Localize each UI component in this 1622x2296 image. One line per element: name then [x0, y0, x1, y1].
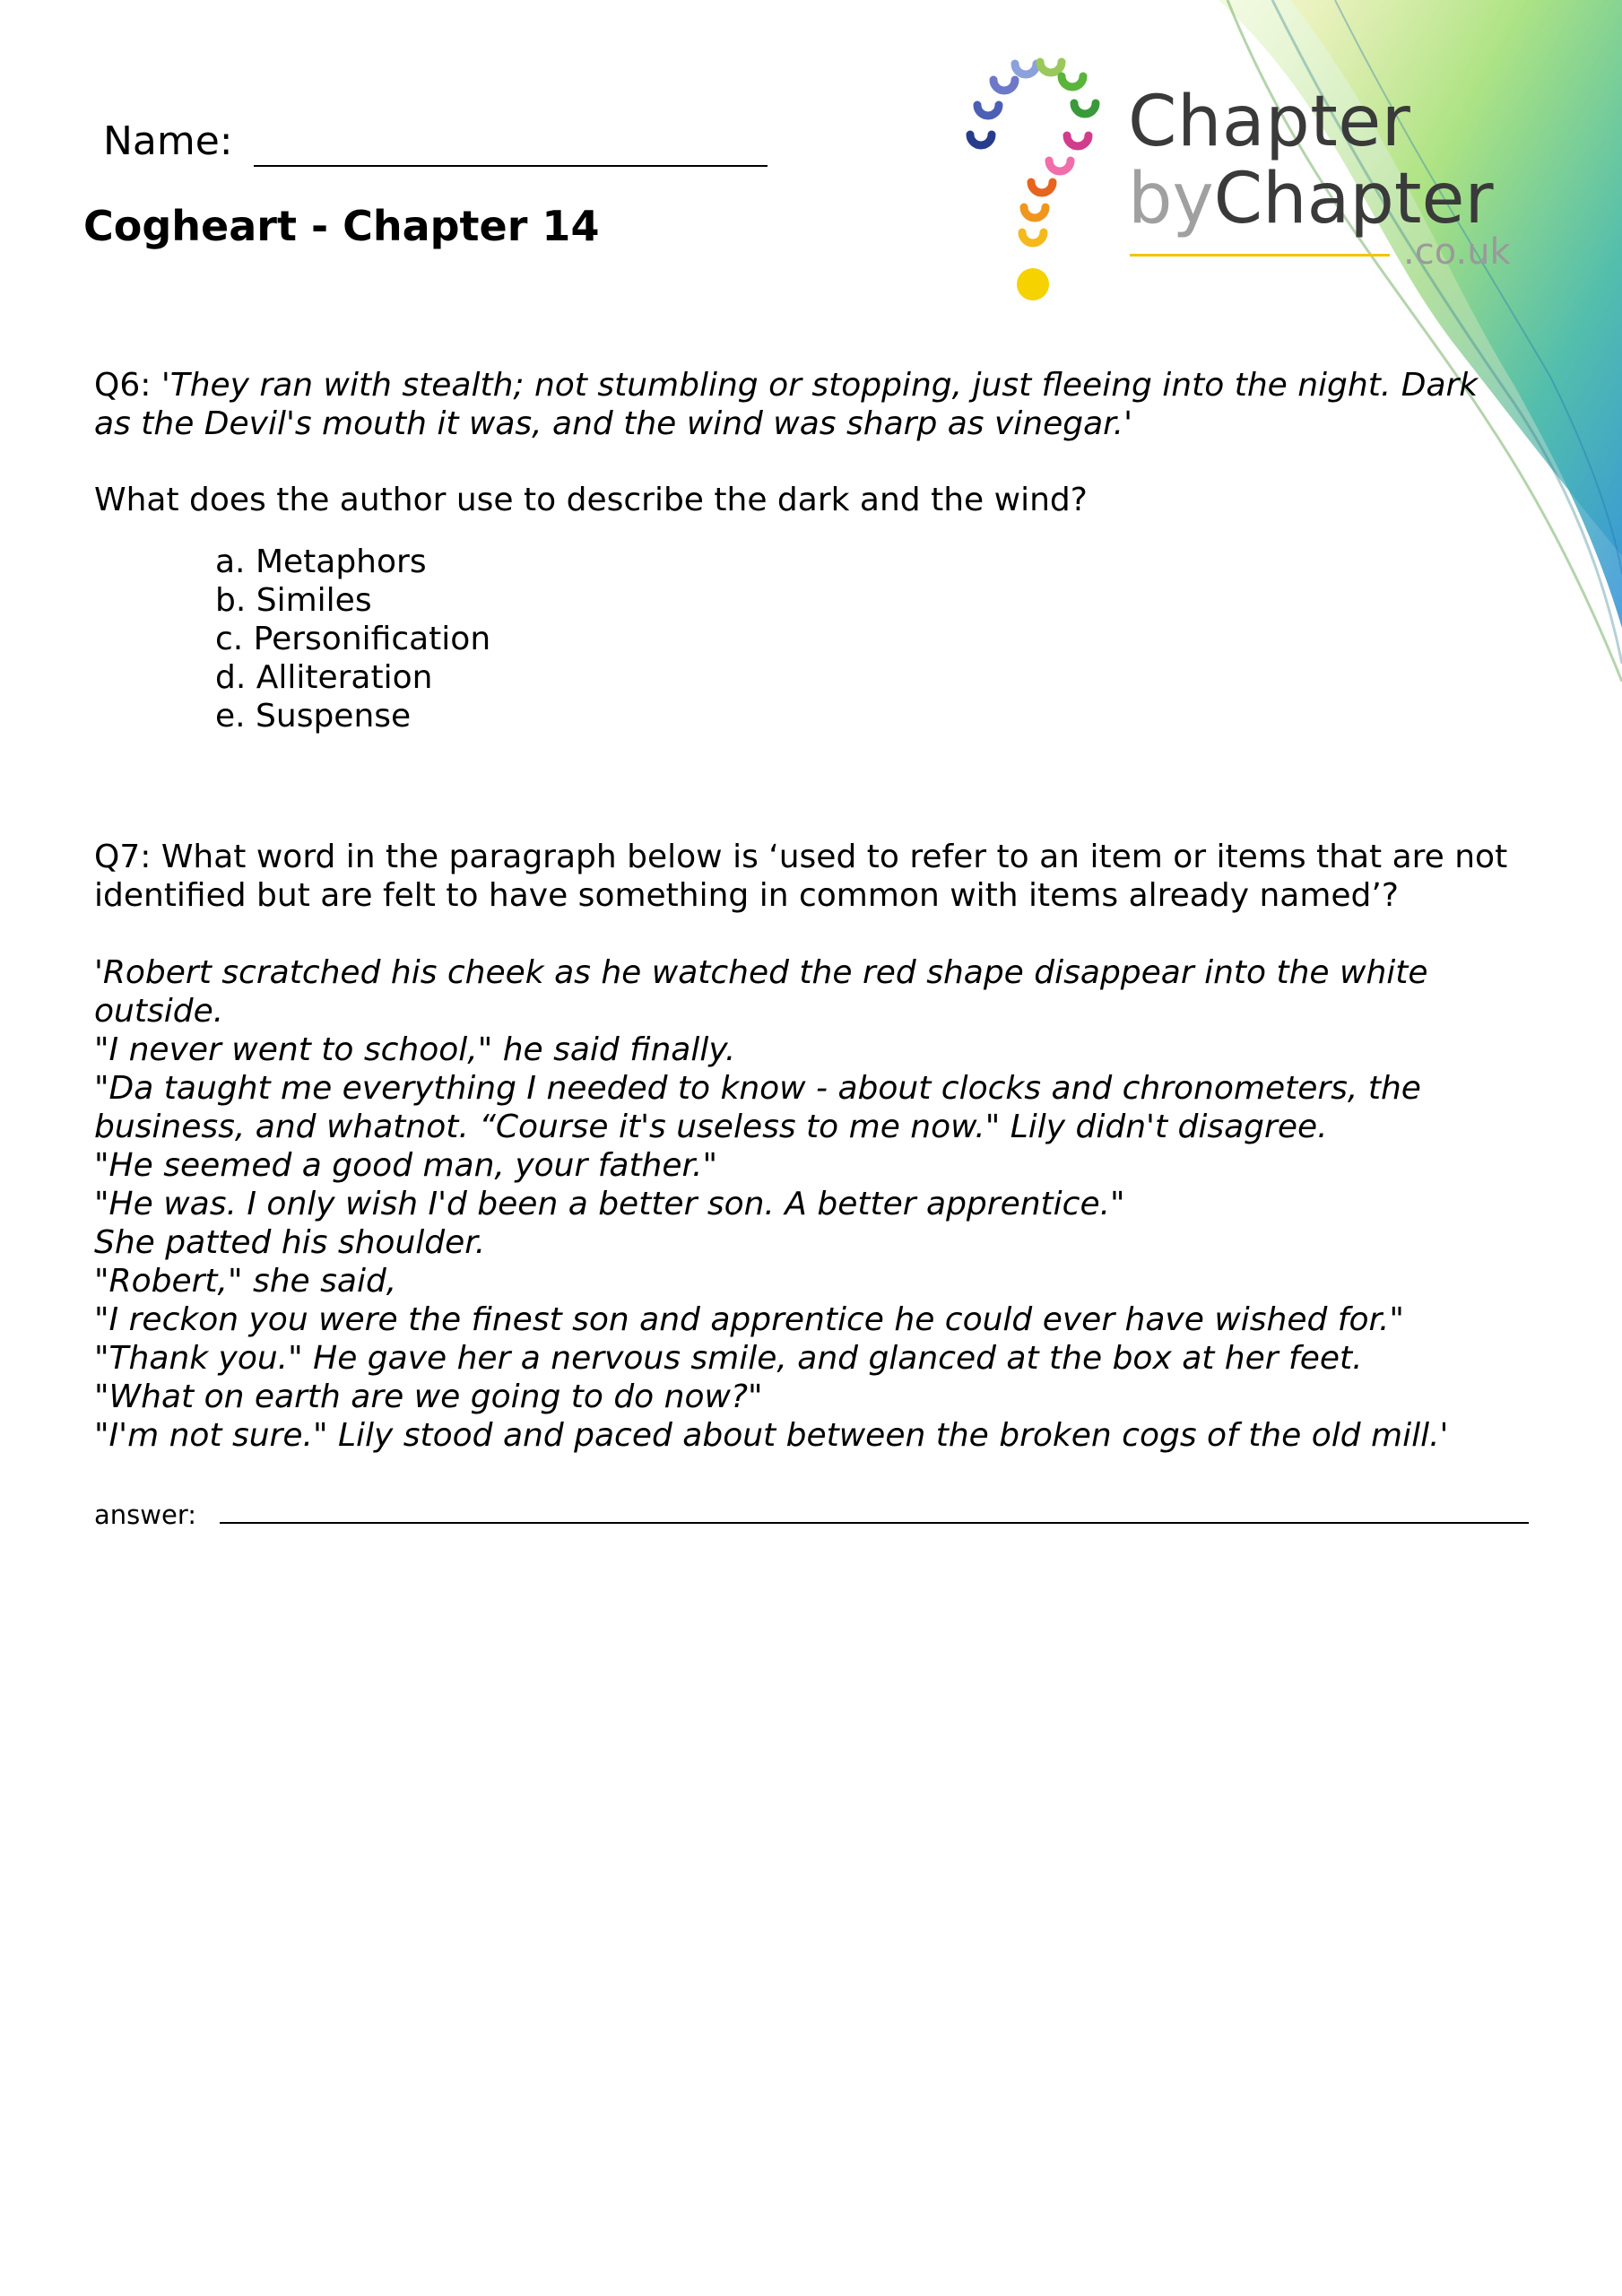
logo-wordmark-line1: Chapter: [1128, 82, 1411, 162]
answer-field-line[interactable]: [220, 1522, 1529, 1524]
chapter-by-chapter-logo: [959, 49, 1542, 318]
q6-option-d[interactable]: d. Alliteration: [215, 659, 433, 696]
q6-option-c[interactable]: c. Personification: [215, 621, 491, 657]
q6-line1: [94, 366, 1547, 404]
passage-line: business, and whatnot. “Course it's useless to me now." Lily didn't disagree.: [94, 1109, 1328, 1145]
q7-question: [94, 838, 1547, 915]
logo-underline: [1130, 254, 1390, 257]
passage-line: "Robert," she said,: [94, 1263, 397, 1300]
q6-option-b[interactable]: b. Similes: [215, 582, 372, 619]
passage-line: "What on earth are we going to do now?": [94, 1378, 763, 1415]
page-title: Cogheart - Chapter 14: [83, 202, 600, 250]
q6-option-a[interactable]: a. Metaphors: [215, 544, 427, 580]
passage-line: "Thank you." He gave her a nervous smile, and glanced at the box at her feet.: [94, 1340, 1363, 1377]
passage-line: "I reckon you were the finest son and apprentice he could ever have wished for.": [94, 1301, 1404, 1338]
passage-line: "He was. I only wish I'd been a better son. A better apprentice.": [94, 1186, 1125, 1222]
q6-prompt: [94, 366, 1547, 443]
q6-quote-line1: 'They ran with stealth; not stumbling or stopping, just fleeing into the night. Dark: [160, 367, 1479, 404]
passage-line: "I never went to school," he said finally.: [94, 1031, 736, 1068]
passage-line: 'Robert scratched his cheek as he watched the red shape disappear into the white: [94, 954, 1428, 991]
passage-line: She patted his shoulder.: [94, 1224, 486, 1261]
logo-wordmark-line2: [1128, 159, 1494, 239]
logo-by: by: [1128, 159, 1214, 239]
name-field-line[interactable]: [254, 165, 768, 167]
passage-line: "He seemed a good man, your father.": [94, 1147, 718, 1184]
q7-question-line1: Q7: What word in the paragraph below is ‘used to refer to an item or items that are not: [94, 839, 1508, 875]
q6-question: What does the author use to describe the dark and the wind?: [94, 482, 1088, 518]
q7-question-line2: identified but are felt to have something in common with items already named’?: [94, 877, 1399, 914]
q6-label: Q6:: [94, 367, 152, 404]
question-mark-books-icon: [959, 49, 1112, 309]
logo-domain-suffix: .co.uk: [1403, 231, 1511, 273]
passage-line: outside.: [94, 993, 224, 1030]
passage-line: "Da taught me everything I needed to know - about clocks and chronometers, the: [94, 1070, 1421, 1107]
answer-label: answer:: [94, 1500, 197, 1530]
q6-option-e[interactable]: e. Suspense: [215, 698, 412, 735]
passage-line: "I'm not sure." Lily stood and paced about between the broken cogs of the old mill.': [94, 1417, 1449, 1454]
name-label: Name:: [103, 118, 233, 164]
logo-chapter: Chapter: [1213, 159, 1494, 239]
q7-passage: [94, 953, 1565, 1455]
q6-quote-line2: as the Devil's mouth it was, and the wind was sharp as vinegar.': [94, 405, 1133, 442]
q6-options-list: [215, 543, 490, 735]
